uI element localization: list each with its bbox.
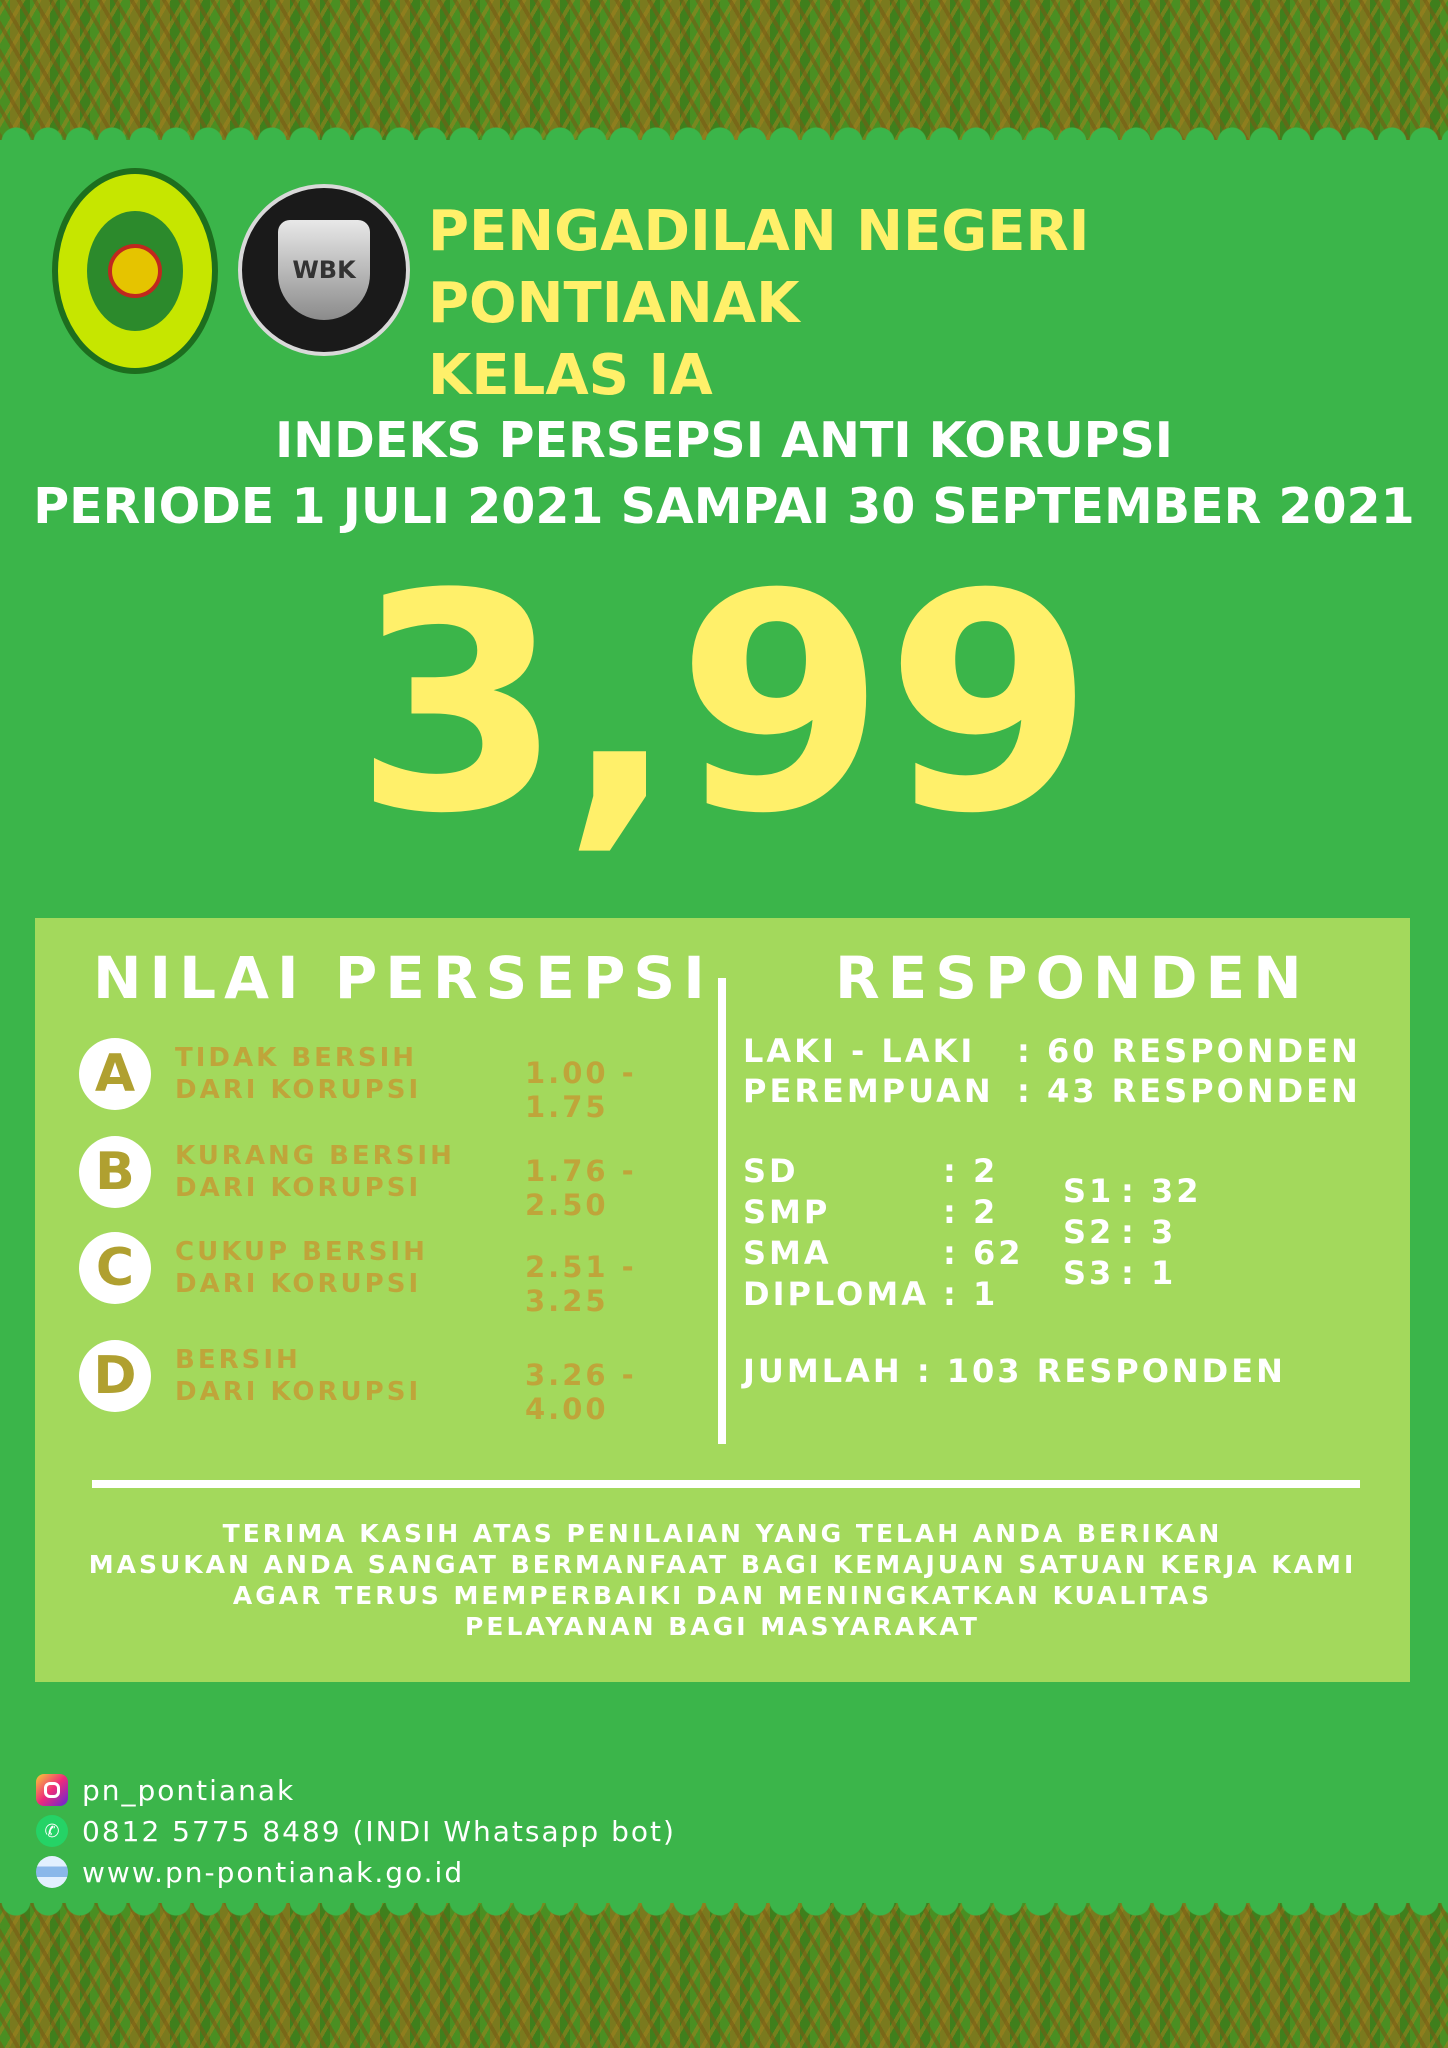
thanks-line: TERIMA KASIH ATAS PENILAIAN YANG TELAH ANDA BERIKAN <box>222 1519 1223 1548</box>
gender-label-male: LAKI - LAKI <box>743 1032 976 1070</box>
grade-label-line1: TIDAK BERSIH <box>175 1043 418 1073</box>
grade-range: 1.00 - 1.75 <box>525 1056 637 1124</box>
grade-letter: B <box>79 1136 151 1208</box>
ornamental-border-bottom <box>0 1903 1448 2048</box>
court-logo <box>52 168 218 374</box>
info-panel <box>35 918 1410 1682</box>
thank-you-message <box>35 1518 1410 1642</box>
grade-label-line2: DARI KORUPSI <box>175 1075 422 1105</box>
grade-label <box>175 1042 495 1106</box>
period-title: PERIODE 1 JULI 2021 SAMPAI 30 SEPTEMBER 2021 <box>33 478 1415 535</box>
grade-label-line2: DARI KORUPSI <box>175 1377 422 1407</box>
org-name: PENGADILAN NEGERI PONTIANAK <box>428 199 1090 336</box>
instagram-icon <box>36 1774 68 1806</box>
wbk-shield-icon: WBK <box>278 220 370 320</box>
index-title: INDEKS PERSEPSI ANTI KORUPSI <box>274 412 1174 469</box>
edu-label-sd: SD <box>743 1152 799 1190</box>
grade-label <box>175 1344 495 1408</box>
grade-label-line1: CUKUP BERSIH <box>175 1237 428 1267</box>
grade-range: 2.51 - 3.25 <box>525 1250 637 1318</box>
organization-title <box>428 196 1448 412</box>
org-class: KELAS IA <box>428 343 713 408</box>
edu-label-sma: SMA <box>743 1234 832 1272</box>
grade-row-a <box>79 1038 719 1124</box>
contact-whatsapp[interactable] <box>36 1813 676 1849</box>
grade-letter: A <box>79 1038 151 1110</box>
contact-instagram[interactable] <box>36 1772 295 1808</box>
instagram-handle: pn_pontianak <box>82 1773 296 1807</box>
grade-letter: D <box>79 1340 151 1412</box>
thanks-line: PELAYANAN BAGI MASYARAKAT <box>465 1612 980 1641</box>
nilai-persepsi-heading: NILAI PERSEPSI <box>93 944 713 1012</box>
thanks-line: AGAR TERUS MEMPERBAIKI DAN MENINGKATKAN KUALITAS <box>232 1581 1213 1610</box>
website-url: www.pn-pontianak.go.id <box>82 1855 465 1889</box>
grade-row-c <box>79 1232 719 1318</box>
vertical-divider <box>718 978 726 1444</box>
whatsapp-icon: ✆ <box>36 1815 68 1847</box>
edu-label-diploma: DIPLOMA <box>743 1275 929 1313</box>
grade-range: 3.26 - 4.00 <box>525 1358 637 1426</box>
page-title <box>0 408 1448 540</box>
grade-range: 1.76 - 2.50 <box>525 1154 637 1222</box>
gender-value-female: : 43 RESPONDEN <box>1017 1072 1361 1110</box>
contact-website[interactable] <box>36 1854 464 1890</box>
edu-label-s1: S1 <box>1063 1172 1115 1210</box>
edu-label-smp: SMP <box>743 1193 831 1231</box>
grade-label <box>175 1140 495 1204</box>
zona-integritas-logo <box>238 184 410 356</box>
grade-label <box>175 1236 495 1300</box>
whatsapp-number: 0812 5775 8489 (INDI Whatsapp bot) <box>82 1814 676 1848</box>
grade-label-line2: DARI KORUPSI <box>175 1269 422 1299</box>
edu-value-sd: : 2 <box>943 1152 999 1190</box>
edu-label-s3: S3 <box>1063 1254 1115 1292</box>
ornamental-border-top <box>0 0 1448 140</box>
thanks-line: MASUKAN ANDA SANGAT BERMANFAAT BAGI KEMAJUAN SATUAN KERJA KAMI <box>88 1550 1357 1579</box>
gender-value-male: : 60 RESPONDEN <box>1017 1032 1361 1070</box>
gender-label-female: PEREMPUAN <box>743 1072 994 1110</box>
total-respondents: JUMLAH : 103 RESPONDEN <box>743 1352 1286 1390</box>
globe-icon <box>36 1856 68 1888</box>
edu-value-s2: : 3 <box>1121 1213 1177 1251</box>
grade-row-d <box>79 1340 719 1426</box>
grade-label-line2: DARI KORUPSI <box>175 1173 422 1203</box>
grade-row-b <box>79 1136 719 1222</box>
horizontal-divider <box>92 1480 1360 1488</box>
grade-label-line1: BERSIH <box>175 1345 301 1375</box>
edu-value-smp: : 2 <box>943 1193 999 1231</box>
edu-label-s2: S2 <box>1063 1213 1115 1251</box>
index-score: 3,99 <box>353 530 1095 879</box>
edu-value-s1: : 32 <box>1121 1172 1202 1210</box>
edu-value-s3: : 1 <box>1121 1254 1177 1292</box>
grade-label-line1: KURANG BERSIH <box>175 1141 455 1171</box>
responden-heading: RESPONDEN <box>835 944 1310 1012</box>
edu-value-diploma: : 1 <box>943 1275 999 1313</box>
edu-value-sma: : 62 <box>943 1234 1024 1272</box>
grade-letter: C <box>79 1232 151 1304</box>
